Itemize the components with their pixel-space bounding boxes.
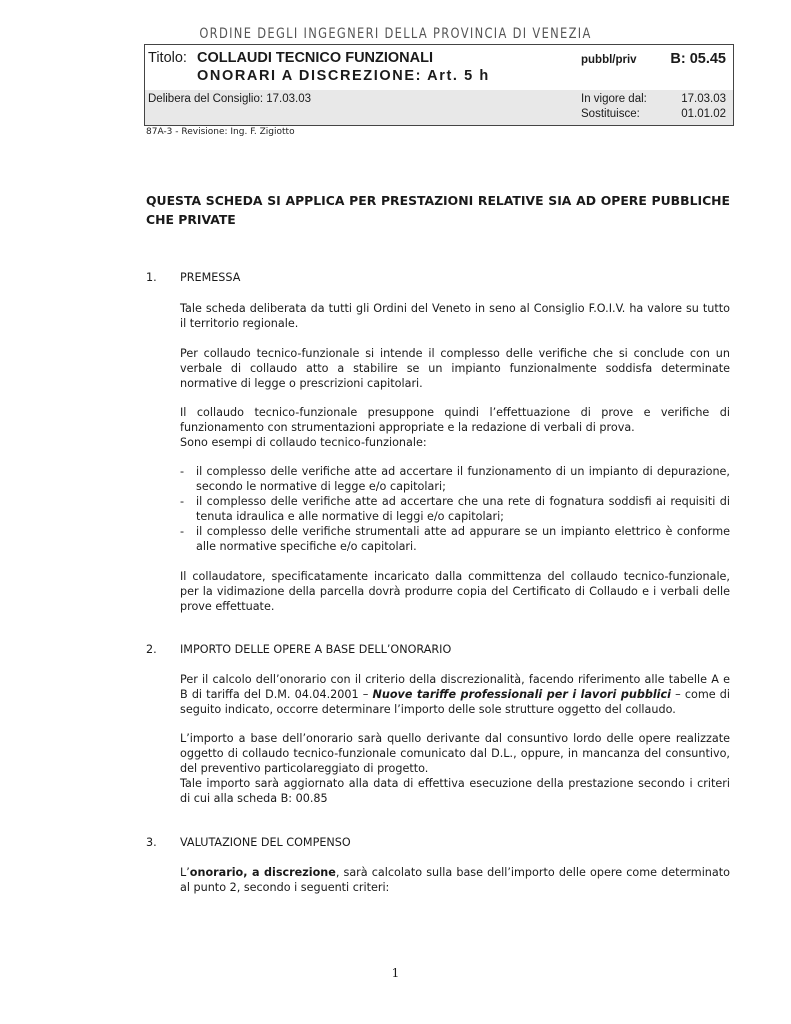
list-item — [180, 464, 730, 494]
page-number: 1 — [391, 966, 400, 980]
title-label: Titolo: — [148, 50, 187, 66]
section-2-p1-emphasis: Nuove tariffe professionali per i lavori pubblici — [372, 688, 671, 701]
section-2-p1-pre: Per il calcolo dell’onorario con il criterio della discrezionalità, facendo riferimento alle tabelle A e B di tariffa del D.M. 04.04.2001 – — [180, 673, 730, 701]
header-info-row — [145, 90, 733, 125]
list-item — [180, 524, 730, 554]
section-2-paragraph-2a: L’importo a base dell’onorario sarà quello derivante dal consuntivo lordo delle opere realizzate oggetto di collaudo tecnico-funzionale comunicato dal D.L., oppure, in mancanza del consuntivo, del preventivo particolareggiato di progetto. — [180, 732, 730, 775]
document-header-box — [144, 44, 734, 126]
section-1-title: PREMESSA — [180, 271, 241, 284]
section-2-p1-post: – come di seguito indicato, occorre determinare l’importo delle sole strutture oggetto del collaudo. — [180, 688, 731, 716]
scope-label: pubbl/priv — [581, 54, 637, 66]
section-1-paragraph-4: Il collaudatore, specificatamente incaricato dalla committenza del collaudo tecnico-funzionale, per la vidimazione della parcella dovrà produrre copia del Certificato di Collaudo e i verbali delle prove effettuate. — [180, 570, 730, 613]
title-line-1: COLLAUDI TECNICO FUNZIONALI — [197, 50, 434, 66]
section-1-paragraph-3a: Il collaudo tecnico-funzionale presuppone quindi l’effettuazione di prove e verifiche di funzionamento con strumentazioni appropriate e la redazione di verbali di prova. — [180, 406, 730, 434]
revision-note: 87A-3 - Revisione: Ing. F. Zigiotto — [146, 127, 295, 137]
title-line-2: ONORARI A DISCREZIONE: Art. 5 h — [197, 68, 490, 84]
scope-heading: QUESTA SCHEDA SI APPLICA PER PRESTAZIONI RELATIVE SIA AD OPERE PUBBLICHE CHE PRIVATE — [146, 193, 730, 227]
header-title-row — [145, 45, 733, 91]
section-3-number: 3. — [146, 836, 157, 849]
bullet-marker: - — [180, 525, 185, 538]
section-1-bullet-list — [180, 464, 730, 554]
section-2-title: IMPORTO DELLE OPERE A BASE DELL’ONORARIO — [180, 643, 452, 656]
section-1-paragraph-3b: Sono esempi di collaudo tecnico-funzionale: — [180, 436, 427, 449]
sostituisce-value: 01.01.02 — [681, 108, 726, 120]
delibera-date: Delibera del Consiglio: 17.03.03 — [148, 93, 312, 105]
section-1-paragraph-2: Per collaudo tecnico-funzionale si intende il complesso delle verifiche che si conclude con un verbale di collaudo atto a stabilire se un impianto funzionalmente soddisfa determinate normative di legge o prescrizioni capitolari. — [180, 347, 730, 390]
section-2-paragraph-2b: Tale importo sarà aggiornato alla data di effettiva esecuzione della prestazione secondo i criteri di cui alla scheda B: 00.85 — [180, 777, 730, 805]
organization-title: ORDINE DEGLI INGEGNERI DELLA PROVINCIA DI VENEZIA — [199, 26, 592, 42]
bullet-marker: - — [180, 465, 185, 478]
bullet-text: il complesso delle verifiche atte ad accertare che una rete di fognatura soddisfi ai requisiti di tenuta idraulica e alle normative di leggi e/o capitolari; — [196, 495, 730, 523]
section-3-p1-post: , sarà calcolato sulla base dell’importo delle opere come determinato al punto 2, secondo i seguenti criteri: — [180, 866, 730, 894]
section-1-number: 1. — [146, 271, 157, 284]
section-2-paragraph-2 — [180, 731, 730, 806]
bullet-text: il complesso delle verifiche strumentali atte ad appurare se un impianto elettrico è conforme alle normative specifiche e/o capitolari. — [196, 525, 730, 553]
in-vigore-value: 17.03.03 — [681, 93, 726, 105]
section-2-paragraph-1 — [180, 672, 730, 717]
sostituisce-label: Sostituisce: — [581, 108, 640, 120]
section-2-number: 2. — [146, 643, 157, 656]
document-code: B: 05.45 — [670, 51, 726, 67]
in-vigore-label: In vigore dal: — [581, 93, 647, 105]
section-3-p1-pre: L’ — [180, 866, 190, 879]
bullet-marker: - — [180, 495, 185, 508]
section-3-p1-bold: onorario, a discrezione — [189, 866, 336, 879]
section-1-paragraph-1: Tale scheda deliberata da tutti gli Ordini del Veneto in seno al Consiglio F.O.I.V. ha valore su tutto il territorio regionale. — [180, 302, 730, 330]
section-1-paragraph-3 — [180, 405, 730, 450]
section-3-paragraph-1 — [180, 865, 730, 895]
bullet-text: il complesso delle verifiche atte ad accertare il funzionamento di un impianto di depurazione, secondo le normative di legge e/o capitolari; — [196, 465, 730, 493]
section-3-title: VALUTAZIONE DEL COMPENSO — [180, 836, 351, 849]
list-item — [180, 494, 730, 524]
